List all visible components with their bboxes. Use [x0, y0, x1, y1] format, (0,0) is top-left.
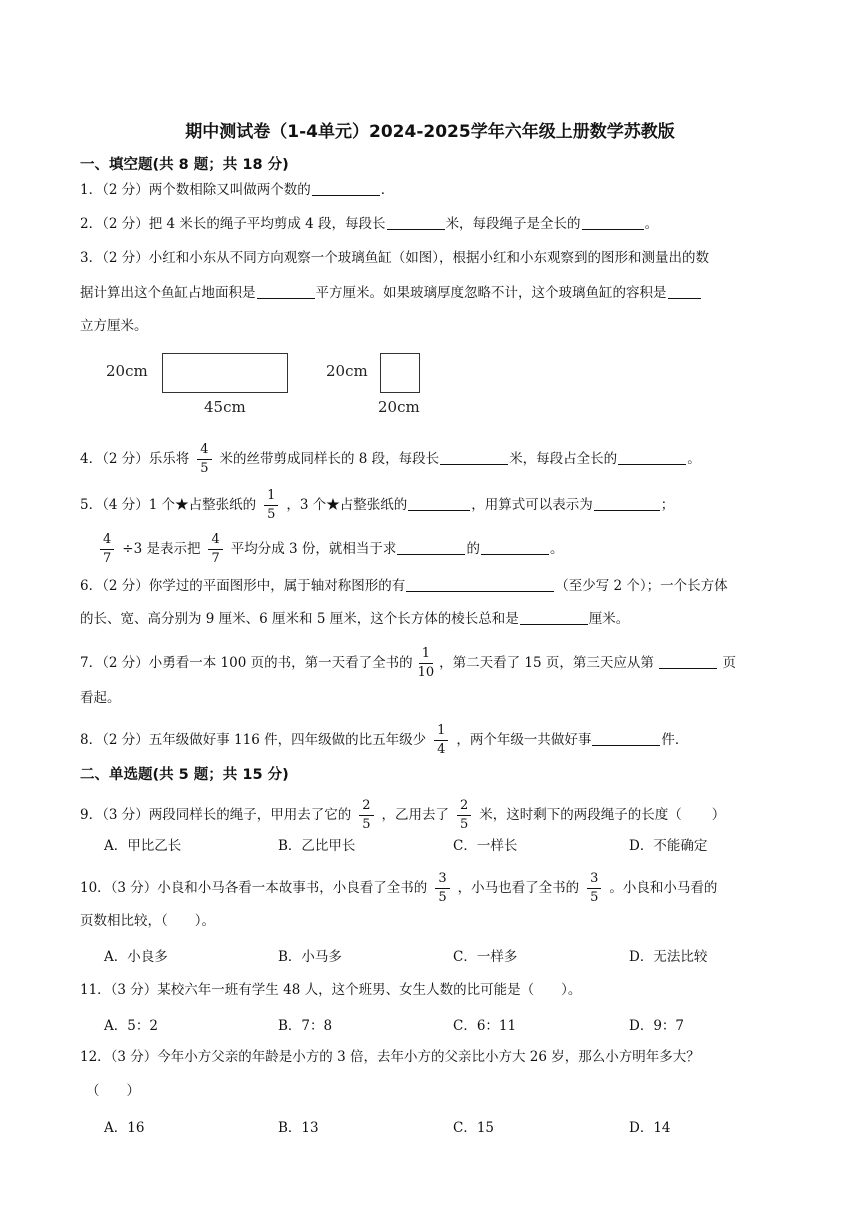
- question-6: 6．（2 分）你学过的平面图形中，属于轴对称图形的有 （至少写 2 个）；一个长方体: [80, 578, 728, 594]
- fraction: $\frac{1}{5}$: [264, 489, 278, 522]
- fraction: $\frac{4}{7}$: [208, 533, 222, 566]
- fraction: $\frac{2}{5}$: [457, 799, 471, 832]
- fraction: $\frac{1}{4}$: [434, 724, 448, 757]
- q11-option-a[interactable]: A．5：2: [104, 1018, 158, 1034]
- question-6-line-2: 的长、宽、高分别为 9 厘米、6 厘米和 5 厘米，这个长方体的棱长总和是 厘米。: [80, 611, 630, 627]
- question-12: 12．（3 分）今年小方父亲的年龄是小方的 3 倍，去年小方的父亲比小方大 26 岁，那么小方明年多大？: [80, 1049, 700, 1065]
- q9-option-c[interactable]: C．一样长: [453, 838, 518, 854]
- answer-blank[interactable]: [594, 496, 660, 511]
- side-view-square: [380, 353, 420, 393]
- answer-blank[interactable]: [312, 181, 380, 196]
- q11-option-b[interactable]: B．7：8: [278, 1018, 333, 1034]
- question-12-line-2: （ ）: [86, 1083, 140, 1099]
- answer-blank[interactable]: [406, 577, 554, 592]
- q11-option-d[interactable]: D．9：7: [629, 1018, 685, 1034]
- section-heading-fill-in: 一、填空题(共 8 题；共 18 分): [80, 157, 289, 173]
- fish-tank-figure: [104, 348, 444, 420]
- answer-blank[interactable]: [582, 215, 644, 230]
- question-5-line-2: $\frac{4}{7}$ ÷3 是表示把 $\frac{4}{7}$ 平均分成 3 份，就相当于求 的 。: [100, 533, 563, 566]
- fraction: $\frac{4}{5}$: [197, 443, 211, 476]
- question-5: 5．（4 分）1 个★占整张纸的 $\frac{1}{5}$ ，3 个★占整张纸的 ，用算式可以表示为 ；: [80, 488, 675, 522]
- q10-option-a[interactable]: A．小良多: [104, 949, 168, 965]
- answer-blank[interactable]: [592, 731, 660, 746]
- fraction: $\frac{3}{5}$: [435, 872, 449, 905]
- fraction: $\frac{3}{5}$: [587, 872, 601, 905]
- side-view-height-label: 20cm: [326, 362, 368, 380]
- front-view-width-label: 45cm: [204, 398, 246, 416]
- answer-blank[interactable]: [668, 284, 701, 299]
- answer-blank[interactable]: [408, 496, 470, 511]
- page-title: 期中测试卷（1-4单元）2024-2025学年六年级上册数学苏教版: [185, 122, 675, 142]
- question-2: 2．（2 分）把 4 米长的绳子平均剪成 4 段，每段长 米，每段绳子是全长的 。: [80, 216, 659, 232]
- q10-option-d[interactable]: D．无法比较: [629, 949, 708, 965]
- answer-blank[interactable]: [397, 540, 465, 555]
- q9-option-b[interactable]: B．乙比甲长: [278, 838, 356, 854]
- fraction: $\frac{2}{5}$: [359, 799, 373, 832]
- question-3-line-3: 立方厘米。: [80, 318, 148, 334]
- answer-blank[interactable]: [520, 610, 588, 625]
- question-7: 7．（2 分）小勇看一本 100 页的书，第一天看了全书的 $\frac{1}{10}$ ，第二天看了 15 页，第三天应从第 页: [80, 646, 736, 680]
- question-10-line-2: 页数相比较，（ ）。: [80, 913, 215, 929]
- answer-blank[interactable]: [659, 654, 717, 669]
- question-7-line-2: 看起。: [80, 690, 121, 706]
- question-9: 9．（3 分）两段同样长的绳子，甲用去了它的 $\frac{2}{5}$ ，乙用去了 $\frac{2}{5}$ 米，这时剩下的两段绳子的长度（ ）: [80, 798, 726, 832]
- answer-blank[interactable]: [618, 450, 686, 465]
- q12-option-a[interactable]: A．16: [104, 1120, 145, 1136]
- q12-option-d[interactable]: D．14: [629, 1120, 671, 1136]
- q12-option-c[interactable]: C．15: [453, 1120, 495, 1136]
- question-3-line-2: 据计算出这个鱼缸占地面积是 平方厘米。如果玻璃厚度忽略不计，这个玻璃鱼缸的容积是: [80, 283, 702, 303]
- side-view-width-label: 20cm: [378, 398, 420, 416]
- front-view-rectangle: [162, 353, 288, 393]
- question-8: 8．（2 分）五年级做好事 116 件，四年级做的比五年级少 $\frac{1}{4}$ ，两个年级一共做好事 件．: [80, 723, 689, 757]
- q11-option-c[interactable]: C．6：11: [453, 1018, 517, 1034]
- question-1: 1．（2 分）两个数相除又叫做两个数的 ．: [80, 182, 395, 198]
- section-heading-single-choice: 二、单选题(共 5 题；共 15 分): [80, 767, 289, 783]
- q10-option-b[interactable]: B．小马多: [278, 949, 342, 965]
- fraction: $\frac{1}{10}$: [417, 646, 435, 680]
- q9-option-d[interactable]: D．不能确定: [629, 838, 708, 854]
- q10-option-c[interactable]: C．一样多: [453, 949, 518, 965]
- answer-blank[interactable]: [481, 540, 549, 555]
- fraction: $\frac{4}{7}$: [100, 533, 114, 566]
- answer-blank[interactable]: [257, 284, 315, 299]
- question-11: 11．（3 分）某校六年一班有学生 48 人，这个班男、女生人数的比可能是（ ）。: [80, 982, 582, 998]
- question-10: 10．（3 分）小良和小马各看一本故事书，小良看了全书的 $\frac{3}{5}$ ，小马也看了全书的 $\frac{3}{5}$ 。小良和小马看的: [80, 871, 718, 905]
- question-3: 3．（2 分）小红和小东从不同方向观察一个玻璃鱼缸（如图），根据小红和小东观察到的图形和测量出的数: [80, 250, 709, 266]
- answer-blank[interactable]: [440, 450, 508, 465]
- q12-option-b[interactable]: B．13: [278, 1120, 319, 1136]
- q9-option-a[interactable]: A．甲比乙长: [104, 838, 182, 854]
- answer-blank[interactable]: [387, 215, 445, 230]
- question-4: 4．（2 分）乐乐将 $\frac{4}{5}$ 米的丝带剪成同样长的 8 段，每段长 米，每段占全长的 。: [80, 442, 701, 476]
- front-view-height-label: 20cm: [106, 362, 148, 380]
